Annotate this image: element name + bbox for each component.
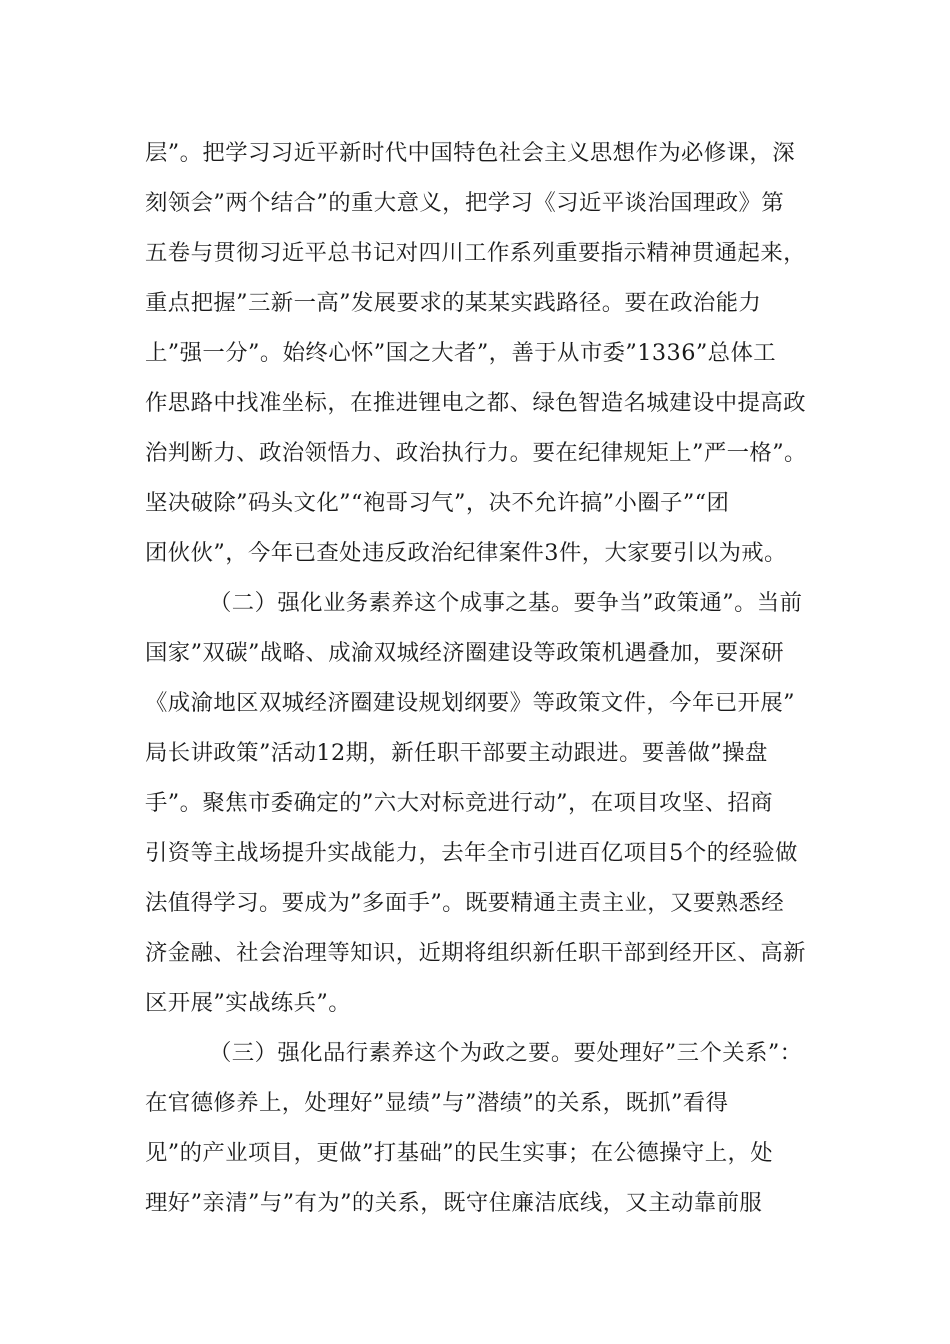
text-line: 五卷与贯彻习近平总书记对四川工作系列重要指示精神贯通起来，: [145, 240, 806, 266]
text-line: 坚决破除”码头文化”“袍哥习气”，决不允许搞”小圈子”“团: [145, 490, 730, 516]
text-line: 济金融、社会治理等知识，近期将组织新任职干部到经开区、高新: [145, 940, 806, 966]
text-line: 国家”双碳”战略、成渝双城经济圈建设等政策机遇叠加，要深研: [145, 640, 785, 666]
text-line: （三）强化品行素养这个为政之要。要处理好”三个关系”：: [209, 1040, 803, 1066]
text-line: 理好”亲清”与”有为”的关系，既守住廉洁底线，又主动靠前服: [145, 1190, 763, 1216]
text-line: 见”的产业项目，更做”打基础”的民生实事；在公德操守上，处: [145, 1140, 774, 1166]
text-line: 法值得学习。要成为”多面手”。既要精通主责主业，又要熟悉经: [145, 890, 785, 916]
text-line: 上”强一分”。始终心怀”国之大者”，善于从市委”1336”总体工: [145, 340, 777, 366]
text-line: 局长讲政策”活动12期，新任职干部要主动跟进。要善做”操盘: [145, 740, 768, 766]
text-line: 刻领会”两个结合”的重大意义，把学习《习近平谈治国理政》第: [145, 190, 785, 216]
text-line: 层”。把学习习近平新时代中国特色社会主义思想作为必修课，深: [145, 140, 795, 166]
text-line: 引资等主战场提升实战能力，去年全市引进百亿项目5个的经验做: [145, 840, 798, 866]
text-line: 作思路中找准坐标，在推进锂电之都、绿色智造名城建设中提高政: [145, 390, 806, 416]
text-line: 团伙伙”，今年已查处违反政治纪律案件3件，大家要引以为戒。: [145, 540, 787, 566]
text-line: 《成渝地区双城经济圈建设规划纲要》等政策文件，今年已开展”: [145, 690, 795, 716]
text-line: 在官德修养上，处理好”显绩”与”潜绩”的关系，既抓”看得: [145, 1090, 729, 1116]
text-line: 手”。聚焦市委确定的”六大对标竞进行动”，在项目攻坚、招商: [145, 790, 774, 816]
text-line: 重点把握”三新一高”发展要求的某某实践路径。要在政治能力: [145, 290, 762, 316]
text-line: （二）强化业务素养这个成事之基。要争当”政策通”。当前: [209, 590, 803, 616]
text-line: 治判断力、政治领悟力、政治执行力。要在纪律规矩上”严一格”。: [145, 440, 807, 466]
text-line: 区开展”实战练兵”。: [145, 990, 352, 1016]
